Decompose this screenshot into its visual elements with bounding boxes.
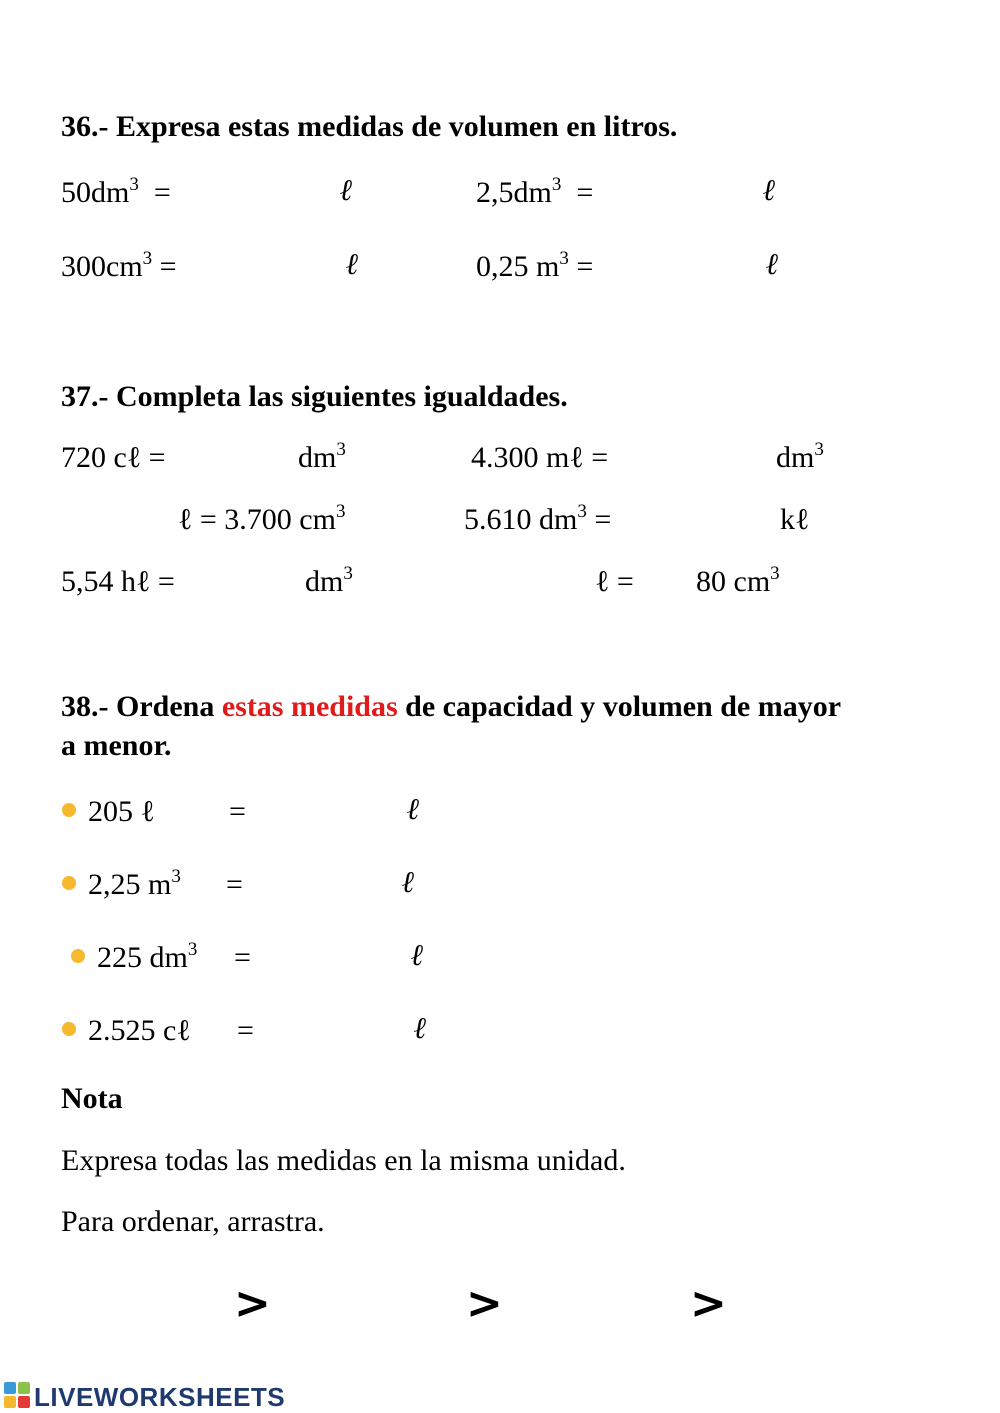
bullet-dot-icon [62,803,76,817]
q38-item-4-unit: ℓ [414,1011,427,1046]
q36-item-1: $50dm^3$ = [61,174,171,209]
q37-row1-a: 720 cℓ = [61,441,166,474]
q36-item-4-unit: ℓ [766,247,779,282]
q36-item-2: $2,5dm^3$ = [476,174,594,209]
bullet-dot-icon [62,876,76,890]
bullet-dot-icon [71,949,85,963]
q37-row3-b: ℓ = [595,565,634,598]
q37-row1-a-unit: $dm^3$ [298,439,346,474]
q37-row2-b: 5.610 $dm^3$ = [464,501,612,536]
q38-item-2-unit: ℓ [402,865,415,900]
q38-title: 38.- Ordena estas medidas de capacidad y volumen de mayor [61,690,842,723]
q37-row1-b-unit: $dm^3$ [776,439,824,474]
note-title: Nota [61,1082,123,1115]
note-line-1: Expresa todas las medidas en la misma unidad. [61,1144,626,1177]
q37-row2-a: ℓ = 3.700 $cm^3$ [178,501,346,536]
q36-title: 36.- Expresa estas medidas de volumen en litros. [61,110,678,143]
q37-row3-a: 5,54 hℓ = [61,565,175,598]
liveworksheets-logo[interactable]: LIVEWORKSHEETS [34,1382,286,1412]
q37-row3-a-unit: $dm^3$ [305,563,353,598]
q38-item-2[interactable]: 2,25 $m^3$ [62,870,181,900]
q38-title-highlight: estas medidas [221,690,398,723]
q38-item-2-eq: = [226,868,243,901]
greater-than-symbol: > [466,1278,503,1329]
q37-row3-b-value: 80 $cm^3$ [696,563,780,598]
q38-item-1[interactable]: 205 ℓ [62,797,155,827]
q38-item-3[interactable]: 225 $dm^3$ [71,943,197,973]
q38-item-1-unit: ℓ [407,792,420,827]
q37-row2-b-unit: kℓ [780,503,810,536]
liveworksheets-logo-icon [4,1382,32,1410]
q36-item-3: $300cm^3$ = [61,248,177,283]
q38-item-1-eq: = [229,795,246,828]
note-line-2: Para ordenar, arrastra. [61,1205,325,1238]
q37-title: 37.- Completa las siguientes igualdades. [61,380,568,413]
greater-than-symbol: > [234,1278,271,1329]
q38-item-3-eq: = [234,941,251,974]
q38-item-4-eq: = [237,1014,254,1047]
bullet-dot-icon [62,1022,76,1036]
q36-item-4: 0,25 $m^3$ = [476,248,594,283]
q38-item-3-unit: ℓ [411,938,424,973]
q37-row1-b: 4.300 mℓ = [471,441,609,474]
q36-item-3-unit: ℓ [346,247,359,282]
greater-than-symbol: > [690,1278,727,1329]
q36-item-2-unit: ℓ [763,173,776,208]
q38-title-line2: a menor. [61,729,172,762]
q36-item-1-unit: ℓ [340,173,353,208]
q38-item-4[interactable]: 2.525 cℓ [62,1016,191,1046]
